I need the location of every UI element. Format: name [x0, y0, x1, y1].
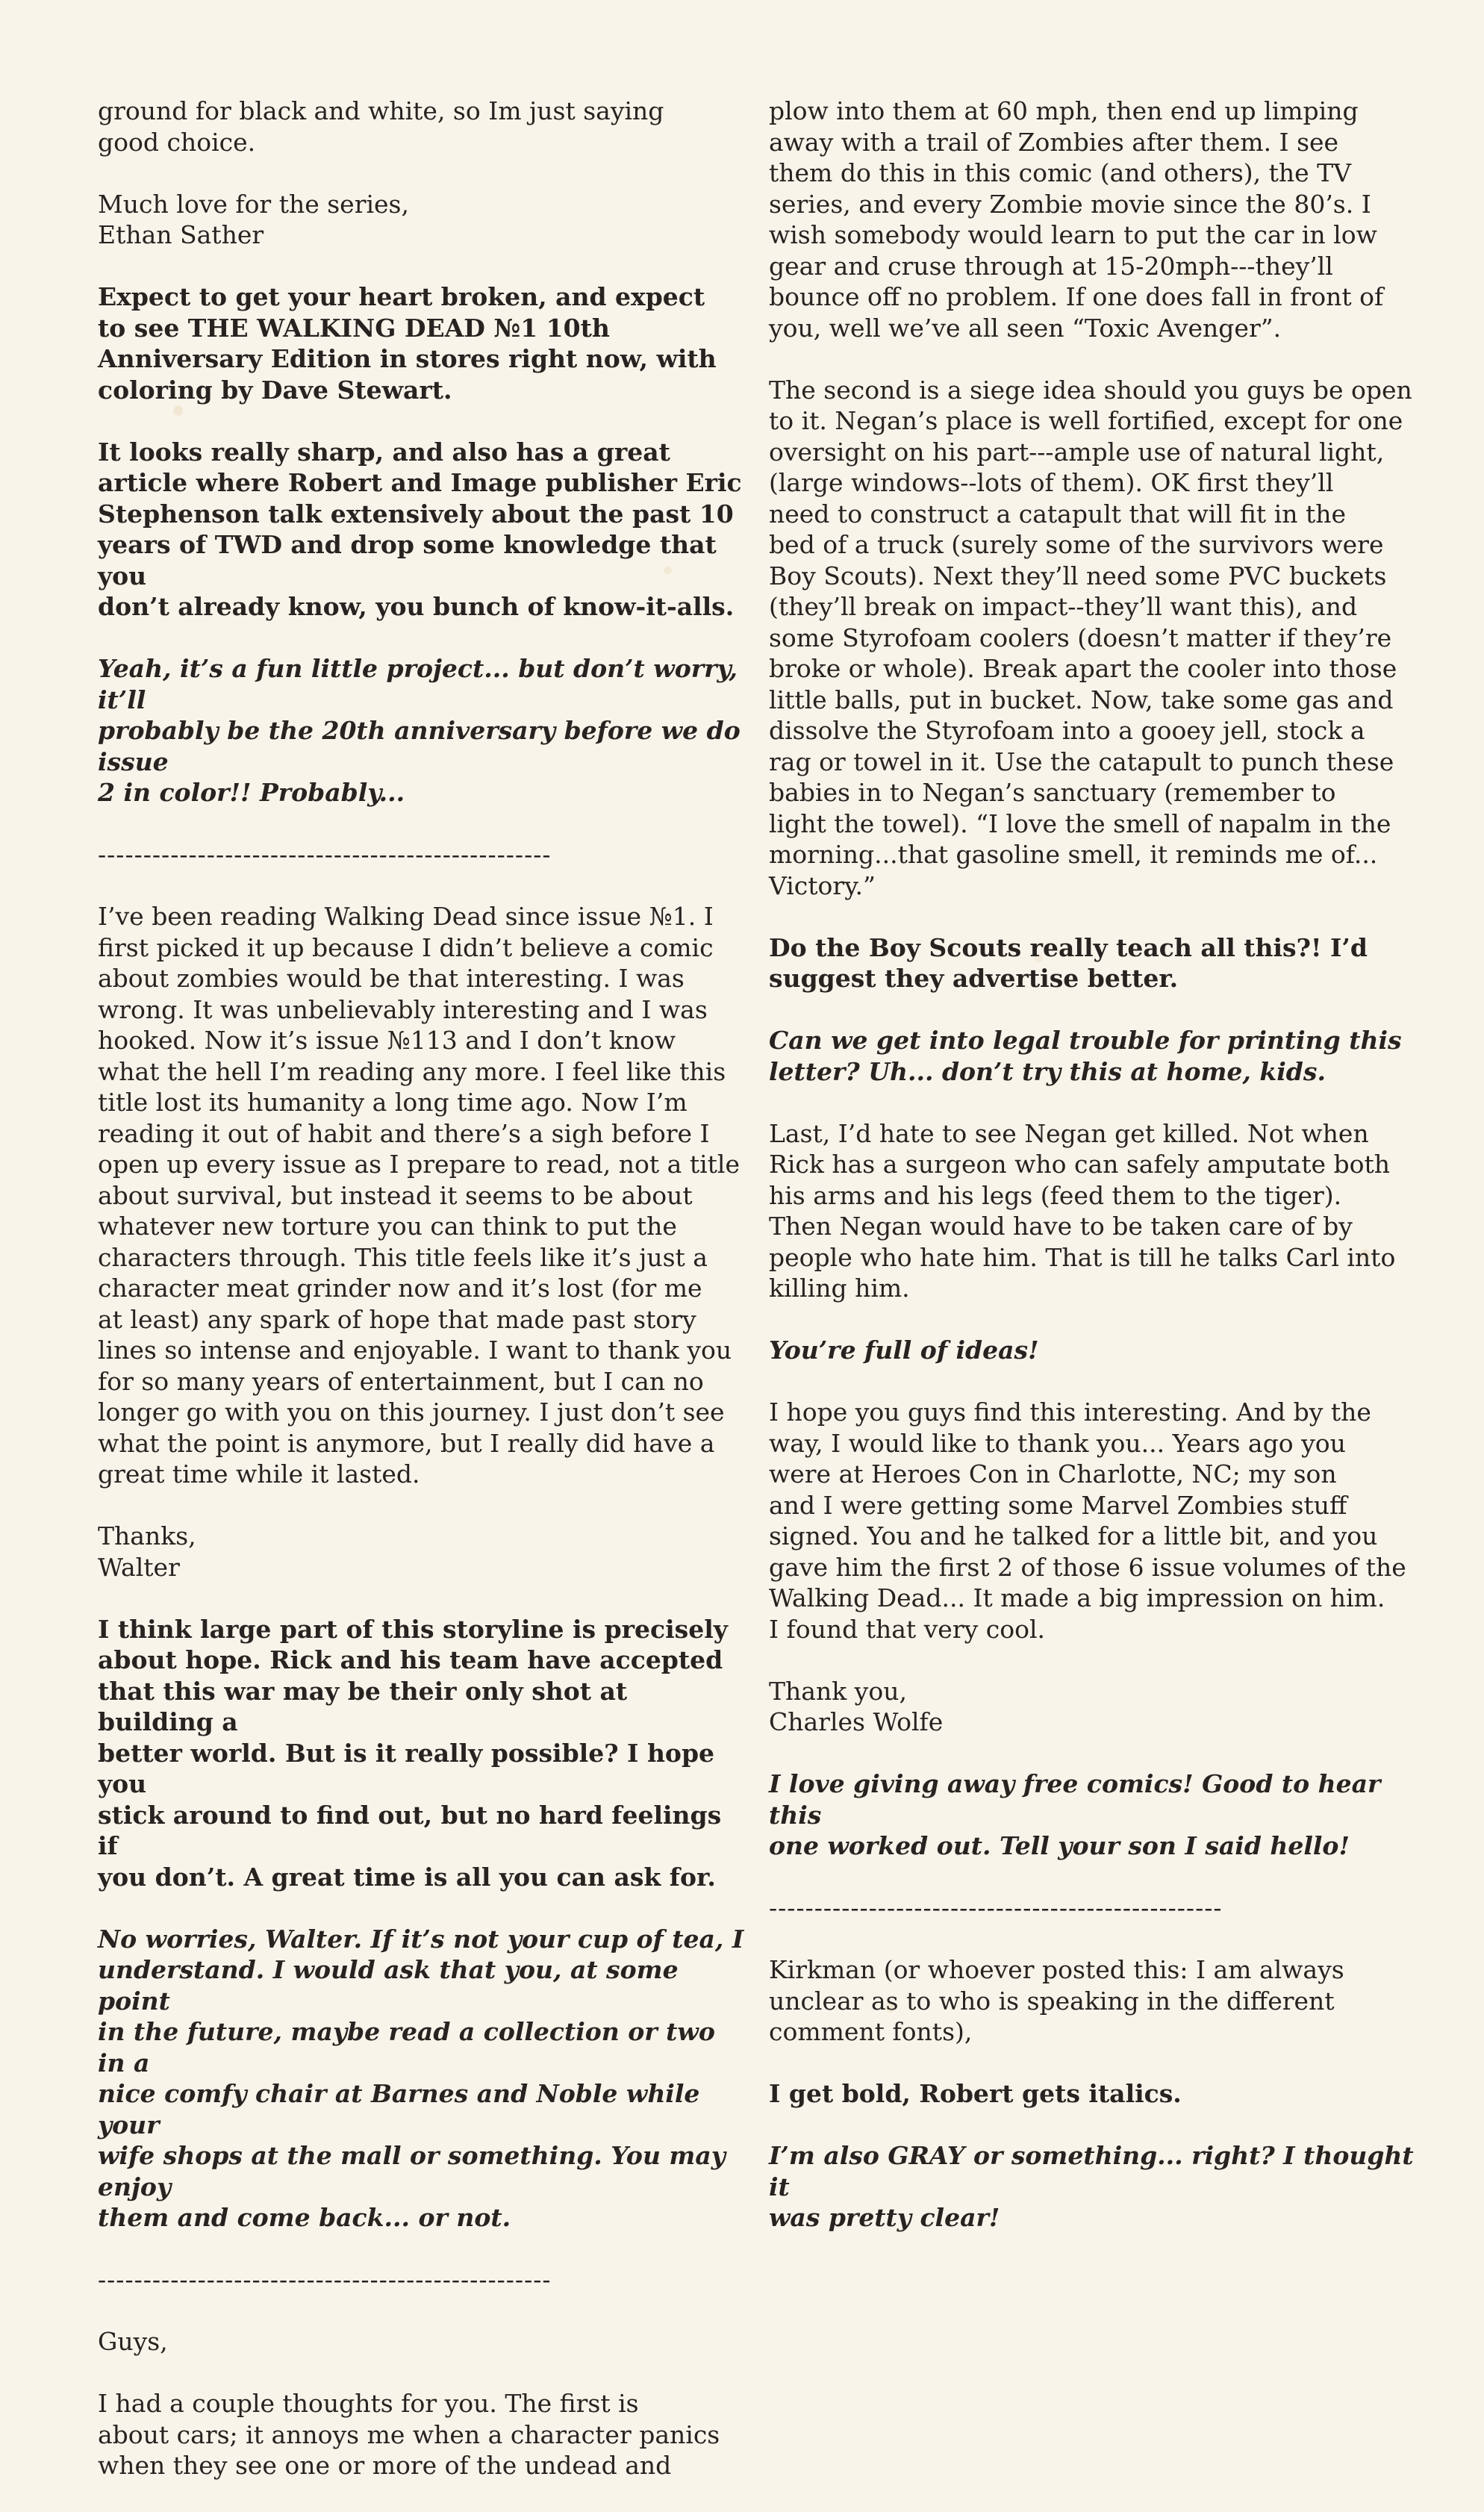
section-divider: --------------------------------------------------: [769, 1893, 1223, 1922]
section-divider: --------------------------------------------------: [98, 2265, 552, 2294]
charles-letter-cars-cont: plow into them at 60 mph, then end up limping away with a trail of Zombies after them. I see them do this in this comic (and others), the TV series, and every Zombie movie since the 80’s. I wish somebody would learn to put the car in low gear and cruse through at 15-20mph---they’ll bounce off no problem. If one does fall in front of you, well we’ve all seen “Toxic Avenger”.: [769, 96, 1384, 343]
editor-response-boy-scouts: Do the Boy Scouts really teach all this?! I’d suggest they advertise better.: [769, 932, 1368, 993]
editor-response-bold: I get bold, Robert gets italics.: [769, 2079, 1182, 2108]
charles-letter-heroes-con: I hope you guys find this interesting. And by the way, I would like to thank you... Years ago you were at Heroes Con in Charlotte, NC; my son and I were getting some Marvel Zombies stuff signed. You and he talked for a little bit, and you gave him the first 2 of those 6 issue volumes of the Walking Dead... It made a big impression on him. I found that very cool.: [769, 1397, 1406, 1644]
editor-response-article: It looks really sharp, and also has a great article where Robert and Image publisher Eric Stephenson talk extensively about the past 10 years of TWD and drop some knowledge that you don’t already know, you bunch of know-it-alls.: [98, 437, 742, 621]
kirkman-response-legal: Can we get into legal trouble for printing this letter? Uh... don’t try this at home, kids.: [769, 1026, 1402, 1086]
right-column: [769, 96, 1418, 2264]
kirkman-response-free-comics: I love giving away free comics! Good to hear this one worked out. Tell your son I said hello!: [769, 1769, 1381, 1860]
editor-response-anniversary: Expect to get your heart broken, and expect to see THE WALKING DEAD №1 10th Anniversary Edition in stores right now, with coloring by Dave Stewart.: [98, 282, 717, 405]
left-column: [98, 96, 747, 2512]
kirkman-response-walter: No worries, Walter. If it’s not your cup of tea, I understand. I would ask that you, at some point in the future, maybe read a collection or two in a nice comfy chair at Barnes and Noble while your wife shops at the mall or something. You may enjoy them and come back... or not.: [98, 1924, 744, 2232]
section-divider: --------------------------------------------------: [98, 840, 552, 869]
kirkman-response-gray: I’m also GRAY or something... right? I thought it was pretty clear!: [769, 2141, 1414, 2232]
kirkman-response-ideas: You’re full of ideas!: [769, 1336, 1039, 1365]
ethan-signoff: Much love for the series, Ethan Sather: [98, 189, 409, 249]
charles-letter-siege: The second is a siege idea should you guys be open to it. Negan’s place is well fortified, except for one oversight on his part---ample use of natural light, (large windows--lots of them). OK first they’ll need to construct a catapult that will fit in the bed of a truck (surely some of the survivors were Boy Scouts). Next they’ll need some PVC buckets (they’ll break on impact--they’ll want this), and some Styrofoam coolers (doesn’t matter if they’re broke or whole). Break apart the cooler into those little balls, put in bucket. Now, take some gas and dissolve the Styrofoam into a gooey jell, stock a rag or towel in it. Use the catapult to punch these babies in to Negan’s sanctuary (remember to light the towel). “I love the smell of napalm in the morning...that gasoline smell, it reminds me of... Victory.”: [769, 375, 1412, 900]
ethan-letter-ending: ground for black and white, so Im just saying good choice.: [98, 96, 664, 157]
charles-signoff: Thank you, Charles Wolfe: [769, 1676, 944, 1736]
charles-letter-cars: I had a couple thoughts for you. The first is about cars; it annoys me when a character panics when they see one or more of the undead and: [98, 2389, 720, 2480]
editor-response-hope: I think large part of this storyline is precisely about hope. Rick and his team have accepted that this war may be their only shot at building a better world. But is it really possible? I hope you stick around to find out, but no hard feelings if you don’t. A great time is all you can ask for.: [98, 1614, 728, 1892]
kirkman-response-color: Yeah, it’s a fun little project... but don’t worry, it’ll probably be the 20th anniversary before we do issue 2 in color!! Probably...: [98, 654, 741, 807]
charles-letter-greeting: Guys,: [98, 2327, 168, 2356]
fonts-letter: Kirkman (or whoever posted this: I am always unclear as to who is speaking in the different comment fonts),: [769, 1955, 1344, 2046]
walter-letter: I’ve been reading Walking Dead since issue №1. I first picked it up because I didn’t believe a comic about zombies would be that interesting. I was wrong. It was unbelievably interesting and I was hooked. Now it’s issue №113 and I don’t know what the hell I’m reading any more. I feel like this title lost its humanity a long time ago. Now I’m reading it out of habit and there’s a sigh before I open up every issue as I prepare to read, not a title about survival, but instead it seems to be about whatever new torture you can think to put the characters through. This title feels like it’s just a character meat grinder now and it’s lost (for me at least) any spark of hope that made past story lines so intense and enjoyable. I want to thank you for so many years of entertainment, but I can no longer go with you on this journey. I just don’t see what the point is anymore, but I really did have a great time while it lasted.: [98, 902, 740, 1489]
charles-letter-negan: Last, I’d hate to see Negan get killed. Not when Rick has a surgeon who can safely amputate both his arms and his legs (feed them to the tiger). Then Negan would have to be taken care of by people who hate him. That is till he talks Carl into killing him.: [769, 1118, 1396, 1303]
walter-signoff: Thanks, Walter: [98, 1521, 196, 1582]
